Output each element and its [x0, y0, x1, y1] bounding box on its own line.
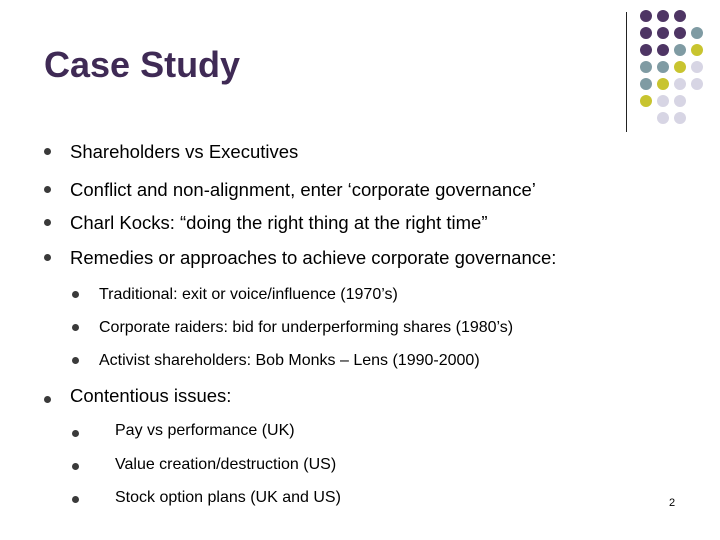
dot-icon: [640, 61, 652, 73]
sub-bullet-icon: [72, 496, 79, 503]
dot-icon: [691, 78, 703, 90]
bullet-icon: [44, 186, 51, 193]
dot-icon: [691, 61, 703, 73]
dot-icon: [674, 44, 686, 56]
sub-bullet-text: Stock option plans (UK and US): [115, 489, 341, 506]
sub-bullet-icon: [72, 291, 79, 298]
bullet-text: Remedies or approaches to achieve corporate governance:: [70, 247, 557, 268]
dot-icon: [674, 10, 686, 22]
bullet-text: Charl Kocks: “doing the right thing at the right time”: [70, 212, 488, 233]
dot-icon: [657, 27, 669, 39]
header-divider: [626, 12, 627, 132]
sub-bullet-text: Corporate raiders: bid for underperforming shares (1980’s): [99, 319, 514, 336]
sub-bullet-icon: [72, 430, 79, 437]
slide-title: Case Study: [44, 44, 241, 85]
dot-icon: [674, 78, 686, 90]
page-number: 2: [669, 497, 676, 509]
dot-icon: [640, 10, 652, 22]
dot-icon: [674, 95, 686, 107]
dot-icon: [640, 44, 652, 56]
sub-bullet-text: Value creation/destruction (US): [115, 456, 337, 473]
sub-bullet-icon: [72, 463, 79, 470]
sub-bullet-text: Pay vs performance (UK): [115, 422, 295, 439]
bullet-icon: [44, 254, 51, 261]
dot-icon: [657, 78, 669, 90]
bullet-icon: [44, 219, 51, 226]
bullet-text: Contentious issues:: [70, 385, 232, 406]
dot-icon: [674, 27, 686, 39]
dot-icon: [674, 61, 686, 73]
dot-icon: [657, 10, 669, 22]
dot-icon: [640, 27, 652, 39]
sub-bullet-icon: [72, 357, 79, 364]
bullet-text: Shareholders vs Executives: [70, 141, 299, 162]
sub-bullet-icon: [72, 324, 79, 331]
sub-bullet-text: Traditional: exit or voice/influence (1970’s): [99, 286, 398, 303]
dot-icon: [691, 27, 703, 39]
bullet-text: Conflict and non-alignment, enter ‘corporate governance’: [70, 179, 536, 200]
dot-icon: [674, 112, 686, 124]
dot-icon: [657, 112, 669, 124]
dot-icon: [657, 61, 669, 73]
dot-icon: [640, 95, 652, 107]
bullet-icon: [44, 148, 51, 155]
dot-icon: [657, 95, 669, 107]
bullet-icon: [44, 396, 51, 403]
dot-icon: [657, 44, 669, 56]
dot-icon: [691, 44, 703, 56]
sub-bullet-text: Activist shareholders: Bob Monks – Lens (1990-2000): [99, 352, 480, 369]
dot-icon: [640, 78, 652, 90]
